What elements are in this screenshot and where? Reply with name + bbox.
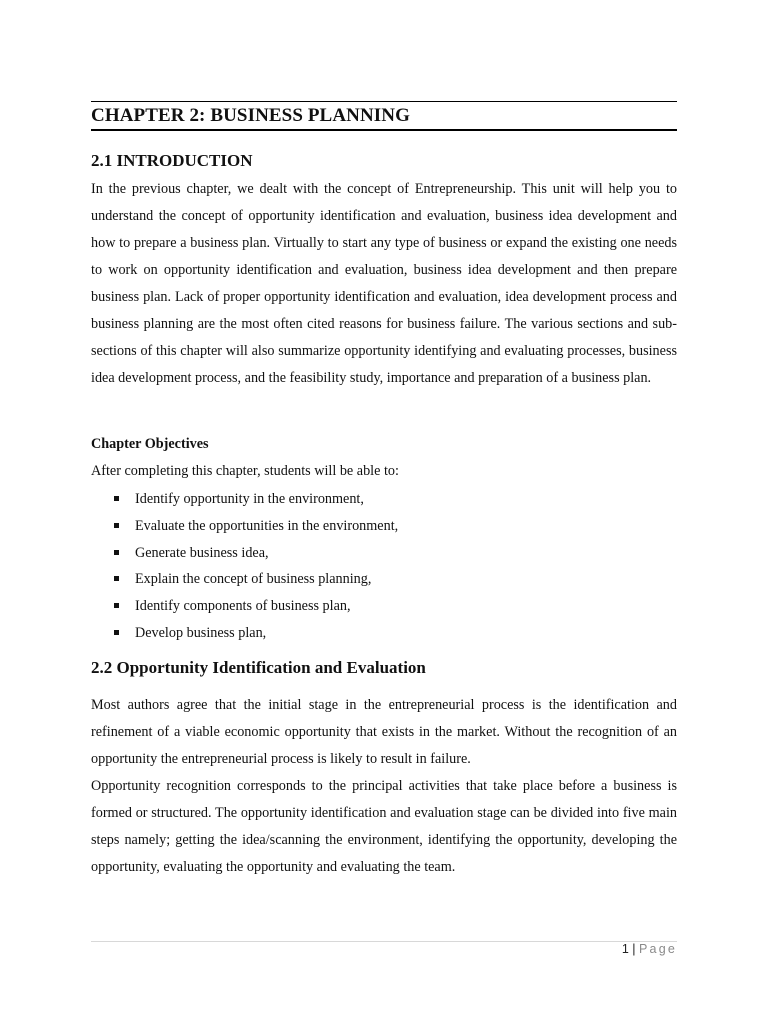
objective-item bbox=[91, 593, 398, 620]
chapter-objectives-heading: Chapter Objectives bbox=[91, 436, 209, 452]
introduction-paragraph: In the previous chapter, we dealt with the concept of Entrepreneurship. This unit will help you to understand the concept of opportunity identification and evaluation, business idea development and how to prepare a business plan. Virtually to start any type of business or expand the existing one needs to work on opportunity identification and evaluation, business idea development and then prepare business plan. Lack of proper opportunity identification and evaluation, idea development process and business planning are the most often cited reasons for business failure. The various sections and sub-sections of this chapter will also summarize opportunity identifying and evaluating processes, business idea development process, and the feasibility study, importance and preparation of a business plan. bbox=[91, 181, 677, 386]
bullet-icon bbox=[114, 523, 119, 528]
bullet-icon bbox=[114, 550, 119, 555]
objective-item bbox=[91, 513, 398, 540]
objective-text: Explain the concept of business planning, bbox=[135, 571, 372, 588]
objective-text: Identify components of business plan, bbox=[135, 598, 351, 615]
page-number: 1 bbox=[621, 942, 629, 956]
page-separator: | bbox=[632, 942, 636, 956]
opportunity-paragraph-1: Most authors agree that the initial stage in the entrepreneurial process is the identification and refinement of a viable economic opportunity that exists in the market. Without the recognition of an opportunity the entrepreneurial process is likely to result in failure. bbox=[91, 697, 677, 767]
objective-item bbox=[91, 486, 398, 513]
bullet-icon bbox=[114, 576, 119, 581]
objective-item bbox=[91, 566, 398, 593]
objectives-list bbox=[91, 486, 398, 647]
objective-item bbox=[91, 540, 398, 567]
objective-text: Develop business plan, bbox=[135, 624, 267, 641]
objective-text: Identify opportunity in the environment, bbox=[135, 491, 364, 507]
bullet-icon bbox=[114, 603, 119, 608]
bullet-icon bbox=[114, 496, 119, 501]
title-top-rule bbox=[91, 101, 677, 102]
opportunity-paragraph-2: Opportunity recognition corresponds to the principal activities that take place before a business is formed or structured. The opportunity identification and evaluation stage can be divided into five main steps namely; getting the idea/scanning the environment, identifying the opportunity, developing the opportunity, evaluating the opportunity and evaluating the team. bbox=[91, 778, 677, 875]
bullet-icon bbox=[114, 630, 119, 635]
page-label: Page bbox=[639, 942, 677, 956]
chapter-title: CHAPTER 2: BUSINESS PLANNING bbox=[91, 105, 410, 126]
objective-text: Generate business idea, bbox=[135, 544, 269, 561]
objective-text: Evaluate the opportunities in the environment, bbox=[135, 517, 399, 534]
section-heading-introduction: 2.1 INTRODUCTION bbox=[91, 151, 253, 170]
objectives-intro: After completing this chapter, students will be able to: bbox=[91, 463, 399, 479]
objective-item bbox=[91, 620, 398, 647]
title-bottom-rule bbox=[91, 129, 677, 131]
footer-rule bbox=[91, 941, 677, 942]
section-heading-opportunity: 2.2 Opportunity Identification and Evaluation bbox=[91, 658, 426, 677]
page-footer bbox=[622, 942, 677, 956]
